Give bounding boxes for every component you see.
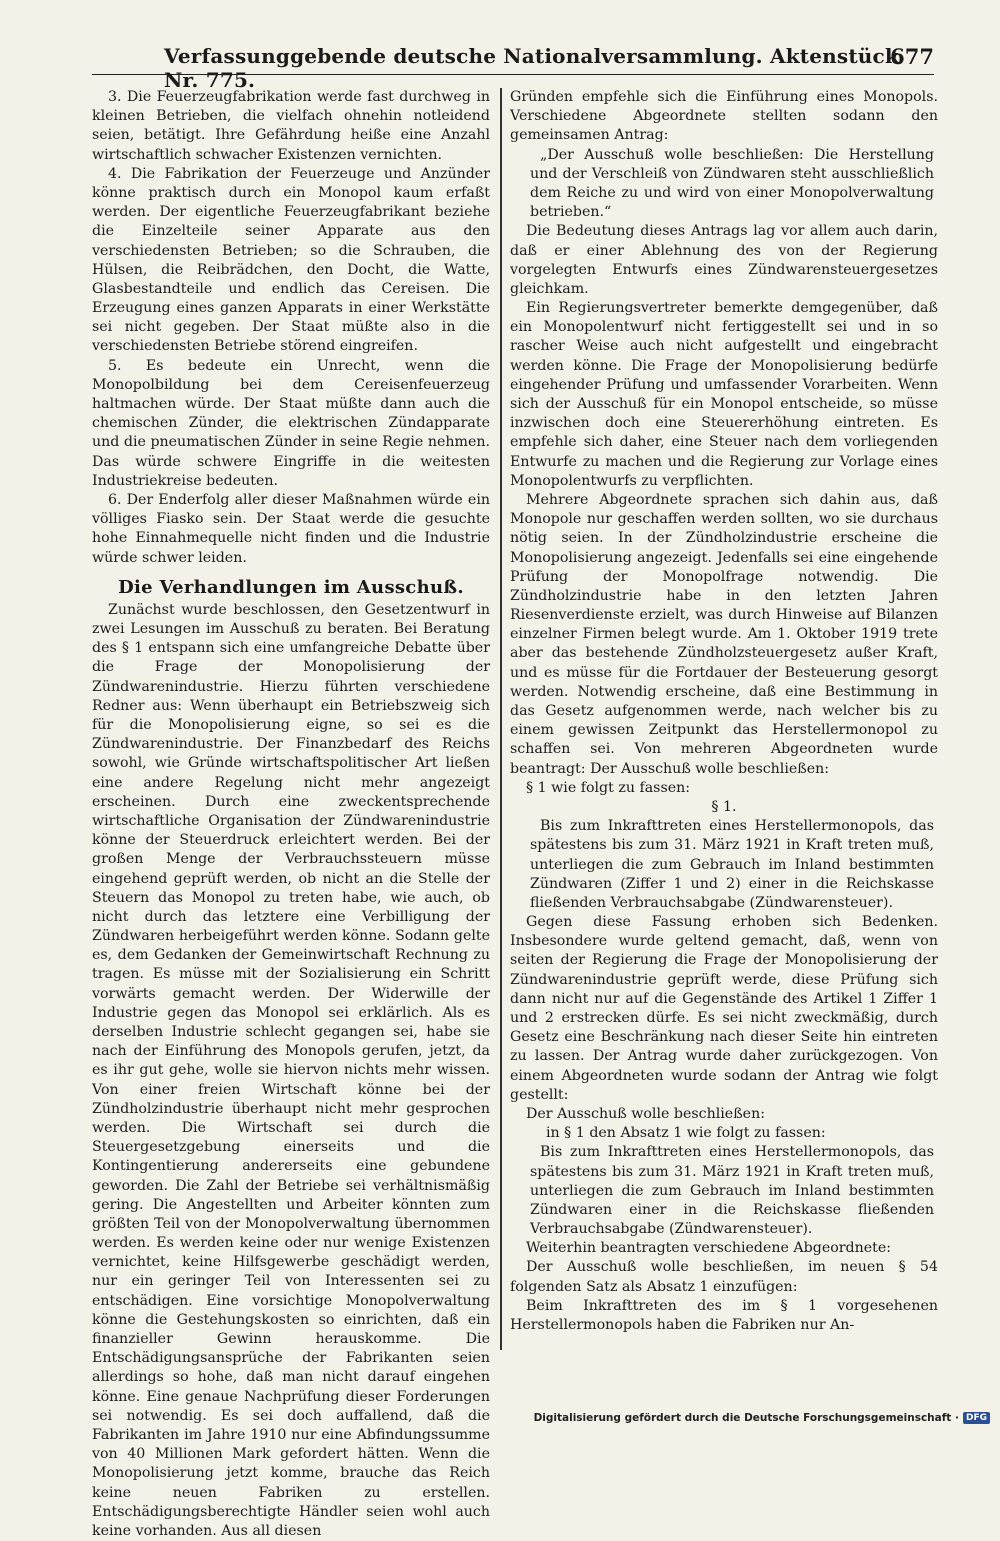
paragraph: 6. Der Enderfolg aller dieser Maßnahmen würde ein völliges Fiasko sein. Der Staat werde die gesuchte hohe Einnahmequelle nicht finden und die Industrie würde schwer leiden. [92,491,490,566]
section-text: Bis zum Inkrafttreten eines Herstellermonopols, das spätestens bis zum 31. März 1921 in Kraft treten muß, unterliegen die zum Gebrauch im Inland bestimmten Zündwaren (Ziffer 1 und 2) einer in die Reichskasse fließenden Verbrauchsabgabe (Zündwarensteuer). [530,818,934,911]
paragraph: 5. Es bedeute ein Unrecht, wenn die Monopolbildung bei dem Cereisenfeuerzeug haltmachen würde. Der Staat müßte dann auch die chemischen Zünder, die elektrischen Zündapparate und die pneumatischen Zünder in seine Regie nehmen. Das würde schwere Eingriffe in die weitesten Industriekreise bedeuten. [92,357,490,489]
digitization-footer [534,1412,990,1424]
paragraph: Zunächst wurde beschlossen, den Gesetzentwurf in zwei Lesungen im Ausschuß zu beraten. Bei Beratung des § 1 entspann sich eine umfangreiche Debatte über die Frage der Monopolisierung der Zündwarenindustrie. Hierzu führten verschiedene Redner aus: Wenn überhaupt ein Betriebszweig sich für die Monopolisierung eigne, so sei es die Zündwarenindustrie. Der Finanzbedarf des Reichs sowohl, wie Gründe wirtschaftspolitischer Art ließen eine andere Regelung nicht mehr angezeigt erscheinen. Durch eine zweckentsprechende wirtschaftliche Organisation der Zündwarenindustrie könne der Steuerdruck erleichtert werden. Bei der großen Menge der Verbrauchssteuern müsse eingehend geprüft werden, ob nicht an die Stelle der Steuern das Monopol zu treten habe, wie auch, ob nicht durch das letztere eine Verbilligung der Zündwaren herbeigeführt werden könne. Sodann gelte es, dem Gedanken der Gemeinwirtschaft Rechnung zu tragen. Es müsse mit der Sozialisierung ein Schritt vorwärts gemacht werden. Der Widerwille der Industrie gegen das Monopol sei erklärlich. Als es derselben Industrie schlecht gegangen sei, habe sie nach der Einführung des Monopols gerufen, jetzt, da es ihr gut gehe, wolle sie hiervon nichts mehr wissen. Von einer freien Wirtschaft könne bei der Zündholzindustrie überhaupt nicht mehr gesprochen werden. Die Wirtschaft sei durch die Steuergesetzgebung einerseits und die Kontingentierung andererseits eine gebundene geworden. Die Zahl der Betriebe sei verhältnismäßig gering. Die Angestellten und Arbeiter könnten zum größten Teil von der Monopolverwaltung übernommen werden. Es werden keine oder nur wenige Existenzen vernichtet, keine Hilfsgewerbe geschädigt werden, nur ein geringer Teil von Interessenten sei zu entschädigen. Eine vorsichtige Monopolverwaltung könne die Gestehungskosten so einrichten, daß ein finanzieller Gewinn herauskomme. Die Entschädigungsansprüche der Fabrikanten seien allerdings so hohe, daß man nicht darauf eingehen könne. Eine genaue Nachprüfung dieser Forderungen sei notwendig. Es sei doch auffallend, daß die Fabrikanten im Jahre 1910 nur eine Abfindungssumme von 40 Millionen Mark gefordert hätten. Wenn die Monopolisierung jetzt komme, brauche das Reich keine neuen Fabriken zu erstellen. Entschädigungsberechtigte Händler seien wohl auch keine vorhanden. Aus all diesen [92,601,490,1539]
paragraph: § 1 wie folgt zu fassen: [526,779,691,796]
quoted-motion: „Der Ausschuß wolle beschließen: Die Herstellung und der Verschleiß von Zündwaren steht ausschließlich dem Reiche zu und wird von einer Monopolverwaltung betrieben.“ [530,146,934,221]
footer-text: Digitalisierung gefördert durch die Deutsche Forschungsgemeinschaft · [533,1412,959,1424]
paragraph: Die Bedeutung dieses Antrags lag vor allem auch darin, daß er einer Ablehnung des von der Regierung vorgelegten Entwurfs eines Zündwarensteuergesetzes gleichkam. [510,223,938,297]
section-heading: Die Verhandlungen im Ausschuß. [118,576,464,598]
page-number: 677 [890,44,934,69]
paragraph: 4. Die Fabrikation der Feuerzeuge und Anzünder könne praktisch durch ein Monopol kaum erfaßt werden. Der eigentliche Feuerzeugfabrikant beziehe die Einzelteile seiner Apparate aus den verschiedensten Betrieben; so die Schrauben, die Hülsen, die Reibrädchen, den Docht, die Watte, Glasbestandteile und endlich das Cereisen. Die Erzeugung eines ganzen Apparats in einer Werkstätte sei nicht gegeben. Der Staat müßte also in die verschiedensten Betriebe störend eingreifen. [92,165,490,355]
section-number: § 1. [711,798,737,815]
paragraph: Ein Regierungsvertreter bemerkte demgegenüber, daß ein Monopolentwurf nicht fertiggestellt sei und in so rascher Weise auch nicht aufgestellt und eingebracht werden könne. Die Frage der Monopolisierung bedürfe eingehender Prüfung und umfassender Vorarbeiten. Wenn sich der Ausschuß für ein Monopol entscheide, so müsse inzwischen doch eine Steuererhöhung eintreten. Es empfehle sich daher, eine Steuer nach dem vorliegenden Entwurfe zu machen und die Regierung zur Vorlage eines Monopolentwurfs zu verpflichten. [510,300,938,489]
running-title: Verfassunggebende deutsche Nationalversammlung. Aktenstück Nr. 775. [164,44,899,92]
paragraph: 3. Die Feuerzeugfabrikation werde fast durchweg in kleinen Betrieben, die vielfach ohnehin notleidend seien, betätigt. Ihre Gefährdung heiße eine Anzahl wirtschaftlich schwacher Existenzen vernichten. [92,89,490,163]
left-column [92,88,490,1539]
paragraph: in § 1 den Absatz 1 wie folgt zu fassen: [546,1125,826,1142]
paragraph: Der Ausschuß wolle beschließen: [526,1105,765,1122]
paragraph: Gegen diese Fassung erhoben sich Bedenken. Insbesondere wurde geltend gemacht, daß, wenn von seiten der Regierung die Frage der Monopolisierung der Zündwarenindustrie geprüft werde, diese Prüfung sich dann nicht nur auf die Gegenstände des Artikel 1 Ziffer 1 und 2 erstrecken dürfe. Es sei nicht zweckmäßig, durch Gesetz eine Beschränkung nach dieser Seite hin eintreten zu lassen. Der Antrag wurde daher zurückgezogen. Von einem Abgeordneten wurde sodann der Antrag wie folgt gestellt: [510,914,938,1103]
column-divider [500,88,502,1350]
paragraph: Der Ausschuß wolle beschließen, im neuen § 54 folgenden Satz als Absatz 1 einzufügen: [510,1259,938,1295]
section-text: Bis zum Inkrafttreten eines Herstellermonopols, das spätestens bis zum 31. März 1921 in Kraft treten muß, unterliegen die zum Gebrauch im Inland bestimmten Zündwaren einer in die Reichskasse fließenden Verbrauchsabgabe (Zündwarensteuer). [530,1144,934,1238]
paragraph: Mehrere Abgeordnete sprachen sich dahin aus, daß Monopole nur geschaffen werden sollten, wo sie durchaus nötig seien. In der Zündholzindustrie erscheine die Monopolisierung angezeigt. Jedenfalls sei eine eingehende Prüfung der Monopolfrage notwendig. Die Zündholzindustrie habe in den letzten Jahren Riesenverdienste erzielt, was durch Hinweise auf Bilanzen einzelner Firmen belegt wurde. Am 1. Oktober 1919 trete aber das bestehende Zündholzsteuergesetz außer Kraft, und es müsse für die Fortdauer der Besteuerung gesorgt werden. Notwendig erscheine, daß eine Bestimmung in das Gesetz aufgenommen werde, nach welcher bis zu einem gewissen Zeitpunkt das Herstellermonopol zu schaffen sei. Von mehreren Abgeordneten wurde beantragt: Der Ausschuß wolle beschließen: [510,491,938,777]
paragraph: Weiterhin beantragten verschiedene Abgeordnete: [526,1240,892,1257]
dfg-logo-icon: DFG [963,1412,990,1424]
paragraph: Beim Inkrafttreten des im § 1 vorgesehenen Herstellermonopols haben die Fabriken nur An- [510,1297,938,1333]
paragraph: Gründen empfehle sich die Einführung eines Monopols. Verschiedene Abgeordnete stellten sodann den gemeinsamen Antrag: [510,89,938,144]
right-column [510,88,938,1348]
page-header [92,40,934,92]
